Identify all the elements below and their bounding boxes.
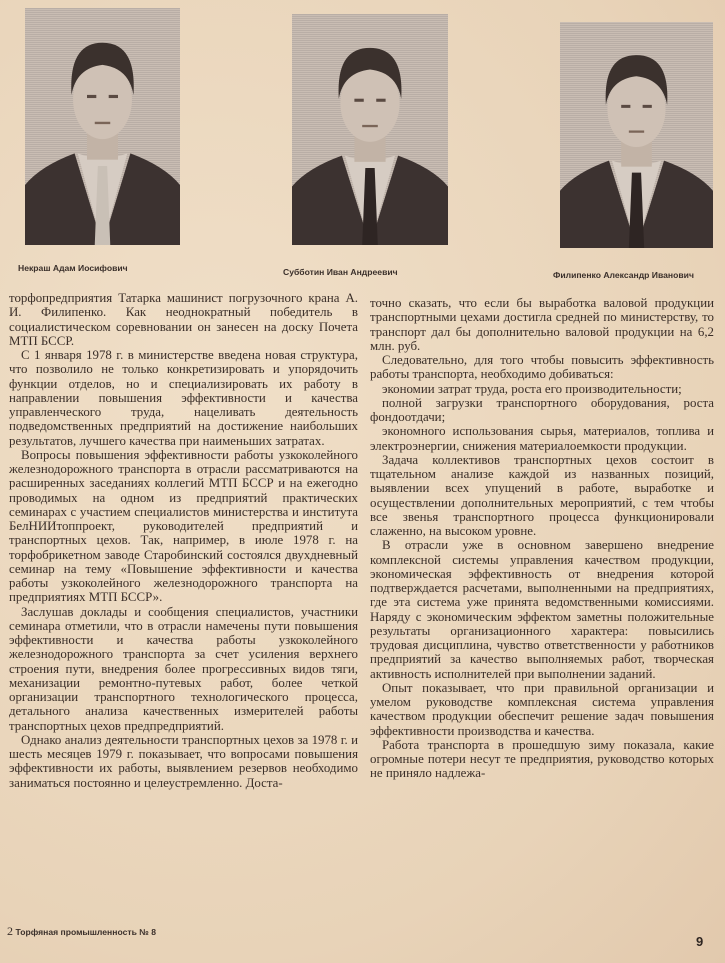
eye (354, 99, 363, 102)
mouth (629, 130, 644, 132)
portrait-photo-1 (25, 8, 180, 245)
paragraph: С 1 января 1978 г. в министерстве введена новая структура, что позволило не только конкретизировать и упорядочить функции отделов, но и специализировать их работу в направлении повышения эффективности и качества управленческого труда, нацеливать деятельность подведомственных предприятий на достижение наибольших результатов, лучшего качества при наименьших затратах. (9, 348, 358, 448)
mouth (362, 125, 378, 127)
paragraph: точно сказать, что если бы выработка валовой продукции транспортными цехами достигла средней по министерству, то транспорт дал бы дополнительно валовой продукции на 6,2 млн. руб. (370, 296, 714, 353)
photo-caption-1: Некраш Адам Иосифович (18, 263, 128, 273)
mouth (95, 122, 111, 124)
paragraph: Опыт показывает, что при правильной организации и умелом руководстве комплексная система управления качеством продукции обеспечит решение задач повышения эффективности производства и качества. (370, 680, 714, 738)
eye (621, 105, 630, 108)
eye (643, 105, 652, 108)
paragraph: Следовательно, для того чтобы повысить эффективность работы транспорта, необходимо добиваться: (370, 353, 714, 382)
photo-caption-2: Субботин Иван Андреевич (283, 267, 398, 277)
portrait-photo-3 (560, 22, 713, 248)
paragraph: Вопросы повышения эффективности работы узкоколейного железнодорожного транспорта в отрасли рассматриваются на расширенных заседаниях коллегий МТП БССР и на ежегодно проводимых на одном из предприятий практических семинарах с участием специалистов министерства и института БелНИИтоппроект, руководителей предприятий и транспортных цехов. Так, например, в июле 1978 г. на торфобрикетном заводе Старобинский состоялся двухдневный семинар на тему «Повышение эффективности и качества работы узкоколейного железнодорожного транспорта на предприятиях МТП БССР». (9, 447, 358, 605)
paragraph: Задача коллективов транспортных цехов состоит в тщательном анализе каждой из названных позиций, выявлении всех упущений в работе, выработке и осуществлении дополнительных мероприятий, с тем чтобы все звенья транспортного процесса функционировали слаженно, на высоком уровне. (370, 452, 714, 538)
paragraph: экономного использования сырья, материалов, топлива и электроэнергии, снижения материалоемкости продукции. (370, 424, 714, 453)
eye (376, 99, 385, 102)
page-footer (7, 924, 156, 939)
portrait-silhouette (292, 14, 448, 245)
eye (87, 95, 96, 98)
left-text-column (9, 291, 358, 790)
portrait-photo-2 (292, 14, 448, 245)
right-text-column (370, 296, 714, 781)
paragraph: В отрасли уже в основном завершено внедрение комплексной системы управления качеством продукции, экономическая эффективность от внедрения которой подтверждается расчетами, выполненными на предприятиях, где эта система уже принята ведомственными комиссиями. Наряду с экономическим эффектом заметны положительные результаты организационного характера: повысились трудовая дисциплина, чувство ответственности у работников предприятий за качество выполняемых работ, творческая активность исполнителей при выполнении заданий. (370, 538, 714, 681)
eye (109, 95, 118, 98)
photo-caption-3: Филипенко Александр Иванович (553, 270, 694, 280)
paragraph: Заслушав доклады и сообщения специалистов, участники семинара отметили, что в отрасли намечены пути повышения эффективности и качества работы узкоколейного железнодорожного транспорта за счет усиления верхнего строения пути, внедрения более прогрессивных видов тяги, механизации ремонтно-путевых работ, более четкой организации транспортного технологического процесса, детального анализа качественных измерителей работы транспортных цехов предпредприятий. (9, 604, 358, 733)
paragraph: полной загрузки транспортного оборудования, роста фондоотдачи; (370, 395, 714, 424)
paragraph: Однако анализ деятельности транспортных цехов за 1978 г. и шесть месяцев 1979 г. показывает, что вопросами повышения эффективности их работы, выявлением резервов необходимо заниматься постоянно и целеустремленно. Доста- (9, 732, 358, 790)
paragraph: торфопредприятия Татарка машинист погрузочного крана А. И. Филипенко. Как неоднократный победитель в социалистическом соревновании он занесен на доску Почета МТП БССР. (9, 291, 358, 348)
journal-title: Торфяная промышленность № 8 (15, 927, 156, 937)
signature-number: 2 (7, 924, 13, 938)
page-number: 9 (696, 934, 704, 949)
portrait-silhouette (560, 22, 713, 248)
paragraph: экономии затрат труда, роста его производительности; (382, 381, 682, 396)
portrait-silhouette (25, 8, 180, 245)
paragraph: Работа транспорта в прошедшую зиму показала, какие огромные потери несут те предприятия, руководство которых не приняло надлежа- (370, 737, 714, 781)
